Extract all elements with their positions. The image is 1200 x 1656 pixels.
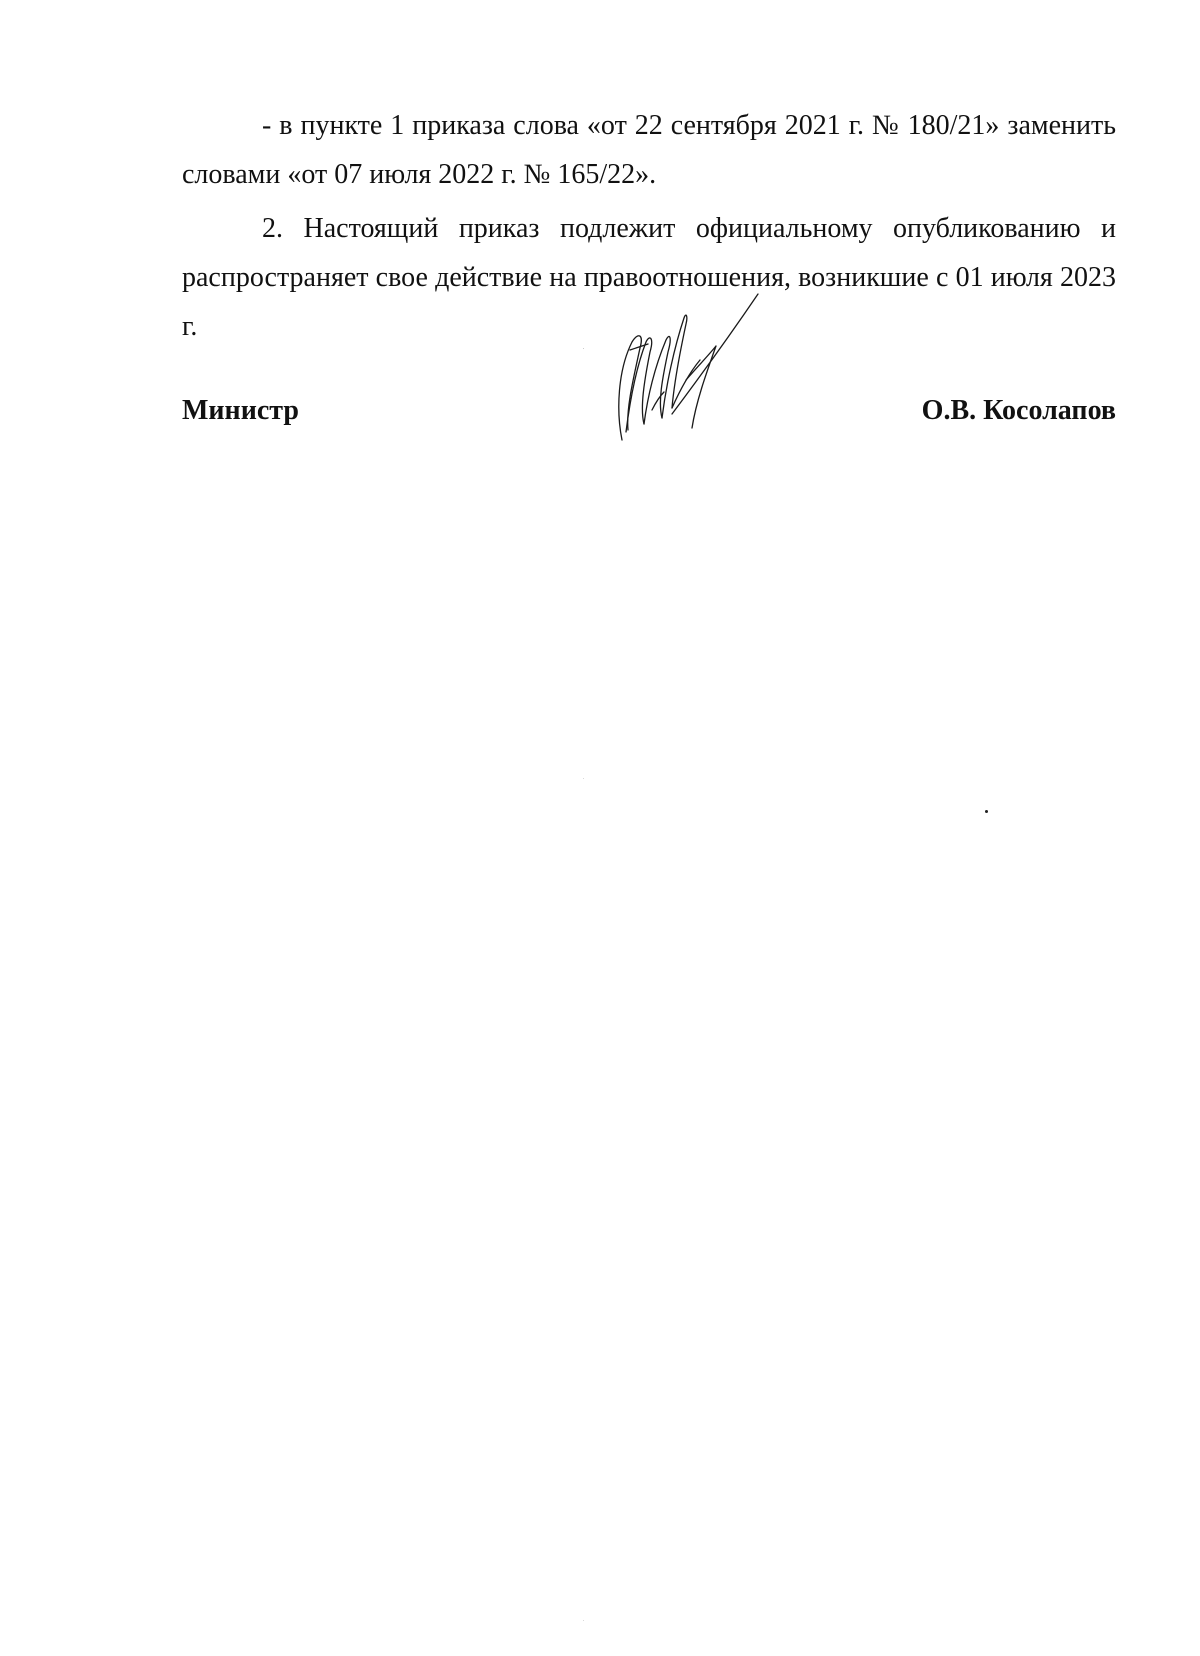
scan-speck [583, 1620, 584, 1621]
signatory-name: О.В. Косолапов [921, 395, 1116, 426]
paragraph-publication: 2. Настоящий приказ подлежит официальному опубликованию и распространяет свое действие на правоотношения, возникшие с 01 июля 2023 г. [182, 213, 1116, 342]
scan-speck [985, 810, 988, 813]
scan-speck [583, 348, 584, 349]
paragraph-amendment: - в пункте 1 приказа слова «от 22 сентября 2021 г. № 180/21» заменить словами «от 07 июля 2022 г. № 165/22». [182, 110, 1116, 190]
scan-speck [583, 778, 584, 779]
handwritten-signature [600, 290, 780, 450]
signatory-title: Министр [182, 395, 299, 426]
